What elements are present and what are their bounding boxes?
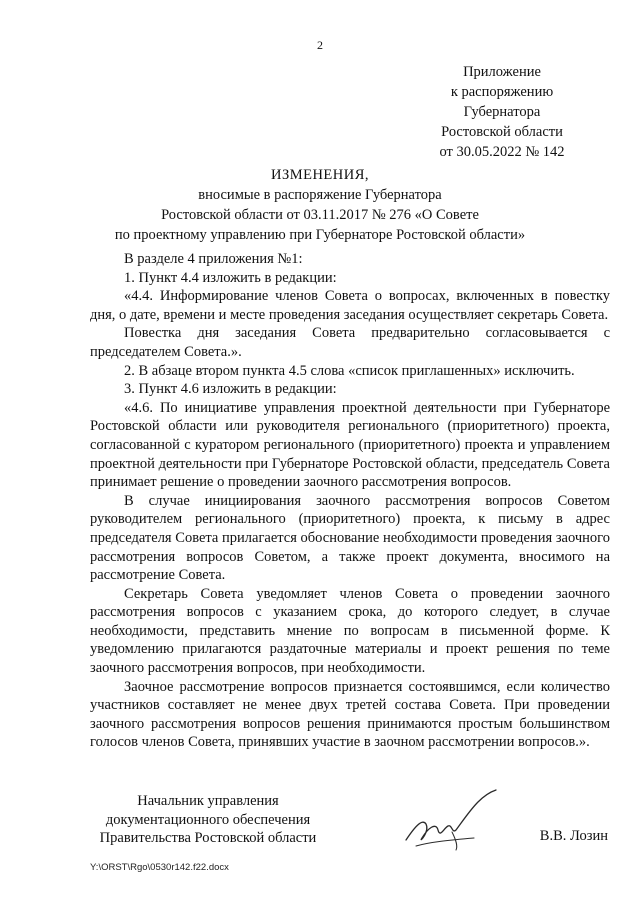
appendix-line: Приложение: [463, 64, 541, 80]
appendix-line: Губернатора: [463, 104, 541, 120]
signatory-name: В.В. Лозин: [539, 828, 608, 844]
appendix-line: Ростовской области: [441, 124, 563, 140]
page-number: 2: [317, 38, 323, 52]
paragraph: Повестка дня заседания Совета предварительно согласовывается с председателем Совета.».: [90, 325, 610, 360]
appendix-block: [422, 62, 582, 162]
signatory-line: Правительства Ростовской области: [99, 830, 317, 847]
handwritten-signature: [400, 788, 510, 858]
paragraph: Секретарь Совета уведомляет членов Совета о проведении заочного рассмотрения вопросов с указанием срока, до которого следует, в случае необходимости, представить мнение по вопросам в письменной форме. К уведомлению прилагаются раздаточные материалы и проект решения по теме заочного рассмотрения вопросов, при необходимости.: [90, 585, 610, 677]
signatory-line: Начальник управления: [137, 793, 279, 809]
appendix-date: от 30.05.2022 № 142: [439, 144, 565, 160]
title-line: Ростовской области от 03.11.2017 № 276 «О Совете: [161, 207, 479, 223]
title-line: по проектному управлению при Губернаторе Ростовской области»: [114, 227, 526, 243]
title-heading: ИЗМЕНЕНИЯ,: [270, 167, 370, 183]
document-body: [90, 250, 610, 752]
signatory-line: документационного обеспечения: [105, 811, 311, 828]
appendix-line: к распоряжению: [450, 84, 554, 100]
paragraph: «4.4. Информирование членов Совета о вопросах, включенных в повестку дня, о дате, времени и месте проведения заседания осуществляет секретарь Совета.: [90, 288, 610, 323]
paragraph: «4.6. По инициативе управления проектной деятельности при Губернаторе Ростовской области или руководителя регионального (приоритетного) проекта, согласованной с куратором регионального (приоритетного) проекта и управлением проектной деятельности при Губернаторе Ростовской области, председатель Совета принимает решение о проведении заочного рассмотрения вопросов.: [90, 399, 610, 491]
paragraph: 2. В абзаце втором пункта 4.5 слова «список приглашенных» исключить.: [124, 362, 575, 379]
file-path-footer: Y:\ORST\Rgo\0530r142.f22.docx: [90, 862, 229, 873]
title-line: вносимые в распоряжение Губернатора: [198, 187, 442, 203]
paragraph: В разделе 4 приложения №1:: [124, 251, 303, 267]
document-title: [0, 165, 640, 245]
paragraph: В случае инициирования заочного рассмотрения вопросов Советом руководителем регионального (приоритетного) проекта, к письму в адрес председателя Совета прилагается обоснование необходимости проведения заочного рассмотрения вопросов Советом, а также проект документа, вносимого на рассмотрение Совета.: [90, 492, 610, 584]
paragraph: 1. Пункт 4.4 изложить в редакции:: [124, 269, 337, 286]
signatory-position: [90, 792, 326, 848]
paragraph: 3. Пункт 4.6 изложить в редакции:: [124, 381, 337, 398]
paragraph: Заочное рассмотрение вопросов признается состоявшимся, если количество участников составляет не менее двух третей состава Совета. При проведении заочного рассмотрения вопросов решения принимаются простым большинством голосов членов Совета, принявших участие в заочном рассмотрении вопросов.».: [90, 678, 610, 751]
